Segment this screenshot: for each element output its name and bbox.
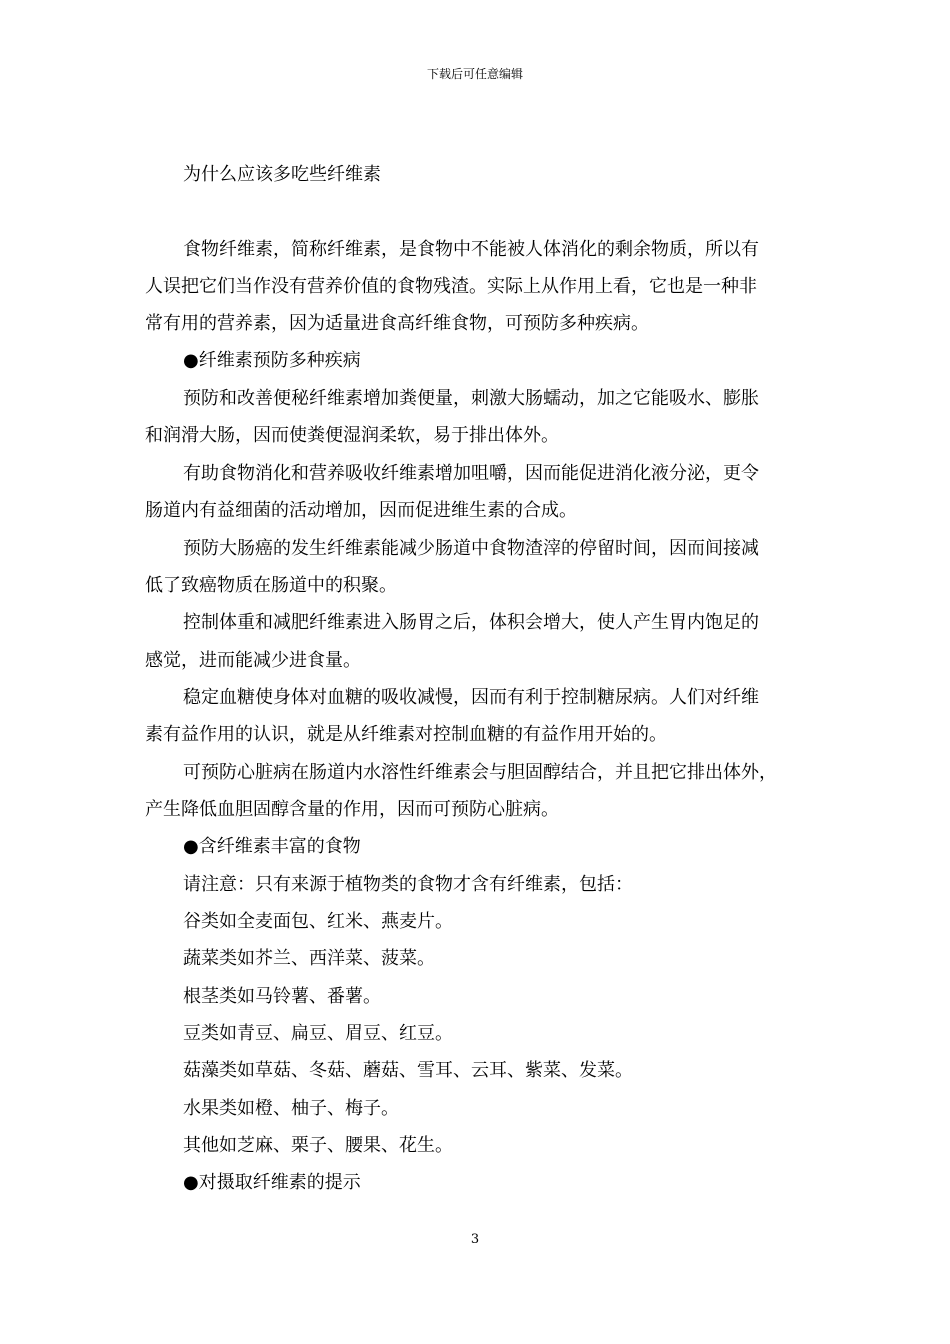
paragraph-line: 肠道内有益细菌的活动增加，因而促进维生素的合成。 <box>145 500 577 521</box>
list-item: 水果类如橙、柚子、梅子。 <box>183 1098 399 1119</box>
paragraph-line: 预防和改善便秘纤维素增加粪便量，刺激大肠蠕动，加之它能吸水、膨胀 <box>183 388 759 409</box>
page-number: 3 <box>470 1232 480 1247</box>
list-item: 菇藻类如草菇、冬菇、蘑菇、雪耳、云耳、紫菜、发菜。 <box>183 1060 633 1081</box>
list-item: 谷类如全麦面包、红米、燕麦片。 <box>183 911 453 932</box>
page-header: 下载后可任意编辑 <box>426 67 523 81</box>
paragraph-line: 低了致癌物质在肠道中的积聚。 <box>145 575 397 596</box>
paragraph-line: 稳定血糖使身体对血糖的吸收减慢，因而有利于控制糖尿病。人们对纤维 <box>183 687 759 708</box>
list-item: 根茎类如马铃薯、番薯。 <box>183 986 381 1007</box>
paragraph-line: 素有益作用的认识，就是从纤维素对控制血糖的有益作用开始的。 <box>145 724 667 745</box>
paragraph-line: 请注意：只有来源于植物类的食物才含有纤维素，包括： <box>183 874 633 895</box>
list-item: 蔬菜类如芥兰、西洋菜、菠菜。 <box>183 948 435 969</box>
list-item: 豆类如青豆、扁豆、眉豆、红豆。 <box>183 1023 453 1044</box>
paragraph-line: 和润滑大肠，因而使粪便湿润柔软，易于排出体外。 <box>145 425 559 446</box>
section-heading: ●纤维素预防多种疾病 <box>183 350 361 371</box>
paragraph-line: 控制体重和减肥纤维素进入肠胃之后，体积会增大，使人产生胃内饱足的 <box>183 612 759 633</box>
list-item: 其他如芝麻、栗子、腰果、花生。 <box>183 1135 453 1156</box>
paragraph-line: 食物纤维素，简称纤维素，是食物中不能被人体消化的剩余物质，所以有 <box>183 239 759 260</box>
paragraph-line: 预防大肠癌的发生纤维素能减少肠道中食物渣滓的停留时间，因而间接减 <box>183 538 759 559</box>
paragraph-line: 常有用的营养素，因为适量进食高纤维食物，可预防多种疾病。 <box>145 313 649 334</box>
section-heading: ●对摄取纤维素的提示 <box>183 1172 361 1193</box>
document-title: 为什么应该多吃些纤维素 <box>183 164 381 185</box>
section-heading: ●含纤维素丰富的食物 <box>183 836 361 857</box>
paragraph-line: 产生降低血胆固醇含量的作用，因而可预防心脏病。 <box>145 799 559 820</box>
paragraph-line: 有助食物消化和营养吸收纤维素增加咀嚼，因而能促进消化液分泌，更令 <box>183 463 759 484</box>
paragraph-line: 人误把它们当作没有营养价值的食物残渣。实际上从作用上看，它也是一种非 <box>145 276 757 297</box>
paragraph-line: 可预防心脏病在肠道内水溶性纤维素会与胆固醇结合，并且把它排出体外， <box>183 762 777 783</box>
paragraph-line: 感觉，进而能减少进食量。 <box>145 650 361 671</box>
